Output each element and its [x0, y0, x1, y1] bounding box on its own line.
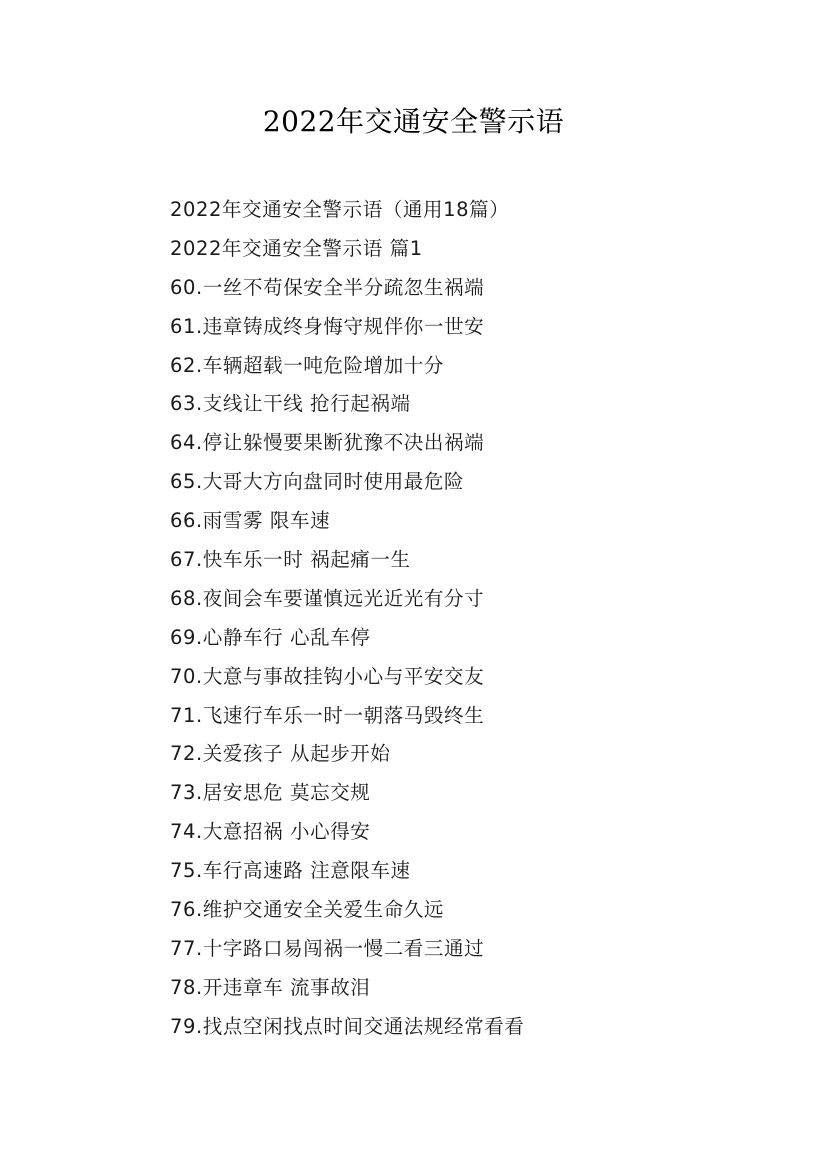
list-item: 64.停让躲慢要果断犹豫不决出祸端	[170, 431, 485, 455]
list-item: 76.维护交通安全关爱生命久远	[170, 898, 445, 922]
list-item: 69.心静车行 心乱车停	[170, 625, 371, 649]
list-item: 60.一丝不苟保安全半分疏忽生祸端	[170, 275, 485, 299]
list-item: 72.关爱孩子 从起步开始	[170, 742, 391, 766]
document-title: 2022年交通安全警示语	[262, 105, 565, 138]
list-item: 71.飞速行车乐一时一朝落马毁终生	[170, 703, 485, 727]
slogan-list	[170, 191, 810, 1047]
list-item: 61.违章铸成终身悔守规伴你一世安	[170, 314, 485, 338]
list-item: 70.大意与事故挂钩小心与平安交友	[170, 664, 485, 688]
list-item: 2022年交通安全警示语 篇1	[170, 236, 423, 260]
list-item: 63.支线让干线 抢行起祸端	[170, 392, 411, 416]
list-item: 77.十字路口易闯祸一慢二看三通过	[170, 936, 485, 960]
list-item: 65.大哥大方向盘同时使用最危险	[170, 470, 465, 494]
list-item: 74.大意招祸 小心得安	[170, 820, 371, 844]
list-item: 2022年交通安全警示语（通用18篇）	[170, 198, 510, 221]
list-item: 78.开违章车 流事故泪	[170, 975, 371, 999]
list-item: 66.雨雪雾 限车速	[170, 509, 331, 533]
list-item: 67.快车乐一时 祸起痛一生	[170, 548, 411, 572]
list-item: 68.夜间会车要谨慎远光近光有分寸	[170, 586, 485, 610]
list-item: 79.找点空闲找点时间交通法规经常看看	[170, 1014, 525, 1038]
list-item: 73.居安思危 莫忘交规	[170, 781, 371, 805]
list-item: 62.车辆超载一吨危险增加十分	[170, 353, 445, 377]
list-item: 75.车行高速路 注意限车速	[170, 859, 411, 883]
